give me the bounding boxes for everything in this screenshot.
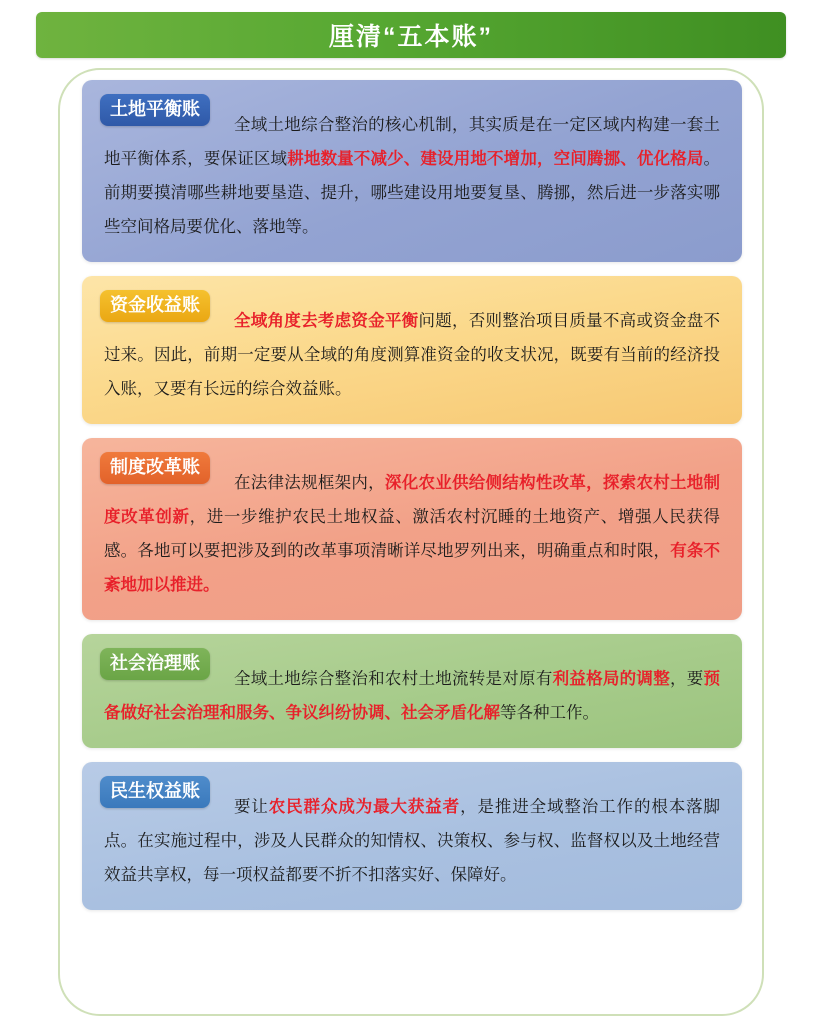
card-tag-label: 制度改革账: [100, 452, 210, 484]
text-segment: 全域土地综合整治和农村土地流转是对原有: [234, 670, 553, 688]
text-segment-highlight: 全域角度去考虑资金平衡: [234, 312, 419, 330]
card-land-balance: [82, 80, 742, 262]
card-tag-label: 民生权益账: [100, 776, 210, 808]
page-header-banner: [36, 12, 786, 58]
text-segment: 在法律法规框架内，: [234, 474, 385, 492]
text-segment: ，进一步维护农民土地权益、激活农村沉睡的土地资产、增强人民获得感。各地可以要把涉及到的改革事项清晰详尽地罗列出来，明确重点和时限，: [104, 508, 721, 560]
text-segment: 全域土地综合整治的核心机制，其实质是在一定区域内构建一套土地平衡体系，要保证区域: [104, 116, 720, 168]
text-segment-highlight: 预备做好社会治理和服务、争议纠纷协调、社会矛盾化解: [104, 670, 721, 722]
card-system-reform: [82, 438, 742, 620]
text-segment-highlight: 利益格局的调整: [552, 670, 670, 688]
text-segment: 等各种工作。: [500, 704, 599, 722]
text-segment: 问题，否则整治项目质量不高或资金盘不过来。因此，前期一定要从全域的角度测算准资金的收支状况，既要有当前的经济投入账，又要有长远的综合效益账。: [104, 312, 721, 398]
card-tag-label: 社会治理账: [100, 648, 210, 680]
text-segment-highlight: 耕地数量不减少、建设用地不增加，空间腾挪、优化格局: [287, 150, 704, 168]
text-segment-highlight: 农民群众成为最大获益者: [268, 798, 461, 816]
text-segment: 。前期要摸清哪些耕地要垦造、提升，哪些建设用地要复垦、腾挪，然后进一步落实哪些空间格局要优化、落地等。: [104, 150, 721, 236]
text-segment-highlight: 有条不紊地加以推进。: [104, 542, 721, 594]
card-social-governance: [82, 634, 742, 748]
card-fund-benefit: [82, 276, 742, 424]
card-body-text: [104, 108, 720, 244]
card-body-text: [104, 466, 720, 602]
card-list: [82, 80, 742, 924]
text-segment: ，要: [669, 670, 704, 688]
page-title: 厘清“五本账”: [328, 23, 493, 51]
card-tag-label: 资金收益账: [100, 290, 210, 322]
text-segment-highlight: 深化农业供给侧结构性改革，探索农村土地制度改革创新: [104, 474, 721, 526]
card-tag-label: 土地平衡账: [100, 94, 210, 126]
text-segment: ，是推进全域整治工作的根本落脚点。在实施过程中，涉及人民群众的知情权、决策权、参与权、监督权以及土地经营效益共享权，每一项权益都要不折不扣落实好、保障好。: [104, 798, 721, 884]
card-livelihood-rights: [82, 762, 742, 910]
text-segment: 要让: [234, 798, 269, 816]
